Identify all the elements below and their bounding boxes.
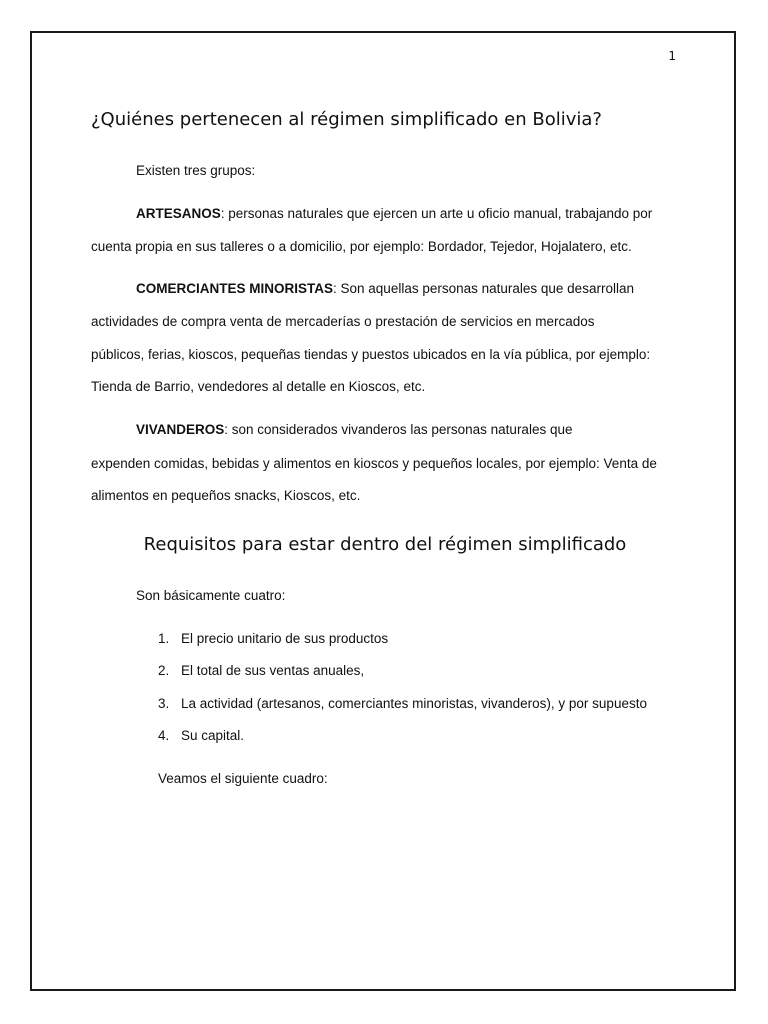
vivanderos-term: VIVANDEROS <box>136 422 225 437</box>
closing-paragraph: Veamos el siguiente cuadro: <box>158 771 328 786</box>
list-item-number: 4. <box>158 728 170 743</box>
list-item: Su capital. <box>181 728 245 743</box>
vivanderos-line-2: expenden comidas, bebidas y alimentos en kioscos y pequeños locales, por ejemplo: Venta de <box>91 456 657 471</box>
comerciantes-line-1 <box>136 281 634 297</box>
requisitos-intro: Son básicamente cuatro: <box>136 588 286 603</box>
comerciantes-term: COMERCIANTES MINORISTAS <box>136 281 334 296</box>
artesanos-line-1 <box>136 206 652 222</box>
document-page <box>30 31 736 991</box>
comerciantes-line-3: públicos, ferias, kioscos, pequeñas tiendas y puestos ubicados en la vía pública, por ejemplo: <box>91 347 651 362</box>
comerciantes-text-1: : Son aquellas personas naturales que desarrollan <box>333 281 634 296</box>
list-item: El precio unitario de sus productos <box>181 631 389 646</box>
comerciantes-line-2: actividades de compra venta de mercaderías o prestación de servicios en mercados <box>91 314 595 329</box>
artesanos-term: ARTESANOS <box>136 206 221 221</box>
artesanos-line-2: cuenta propia en sus talleres o a domicilio, por ejemplo: Bordador, Tejedor, Hojalatero, etc. <box>91 239 632 254</box>
list-item-number: 1. <box>158 631 170 646</box>
heading-requisitos: Requisitos para estar dentro del régimen simplificado <box>143 534 627 555</box>
vivanderos-text-1: : son considerados vivanderos las personas naturales que <box>224 422 573 437</box>
list-item: La actividad (artesanos, comerciantes minoristas, vivanderos), y por supuesto <box>181 696 647 711</box>
list-item-number: 3. <box>158 696 170 711</box>
artesanos-text-1: : personas naturales que ejercen un arte u oficio manual, trabajando por <box>220 206 653 221</box>
page-number: 1 <box>668 49 676 63</box>
vivanderos-line-3: alimentos en pequeños snacks, Kioscos, etc. <box>91 488 361 503</box>
list-item-number: 2. <box>158 663 170 678</box>
heading-quienes-pertenecen: ¿Quiénes pertenecen al régimen simplificado en Bolivia? <box>91 109 602 130</box>
vivanderos-line-1 <box>136 422 572 438</box>
intro-paragraph: Existen tres grupos: <box>136 163 256 178</box>
list-item: El total de sus ventas anuales, <box>181 663 365 678</box>
comerciantes-line-4: Tienda de Barrio, vendedores al detalle en Kioscos, etc. <box>91 379 426 394</box>
